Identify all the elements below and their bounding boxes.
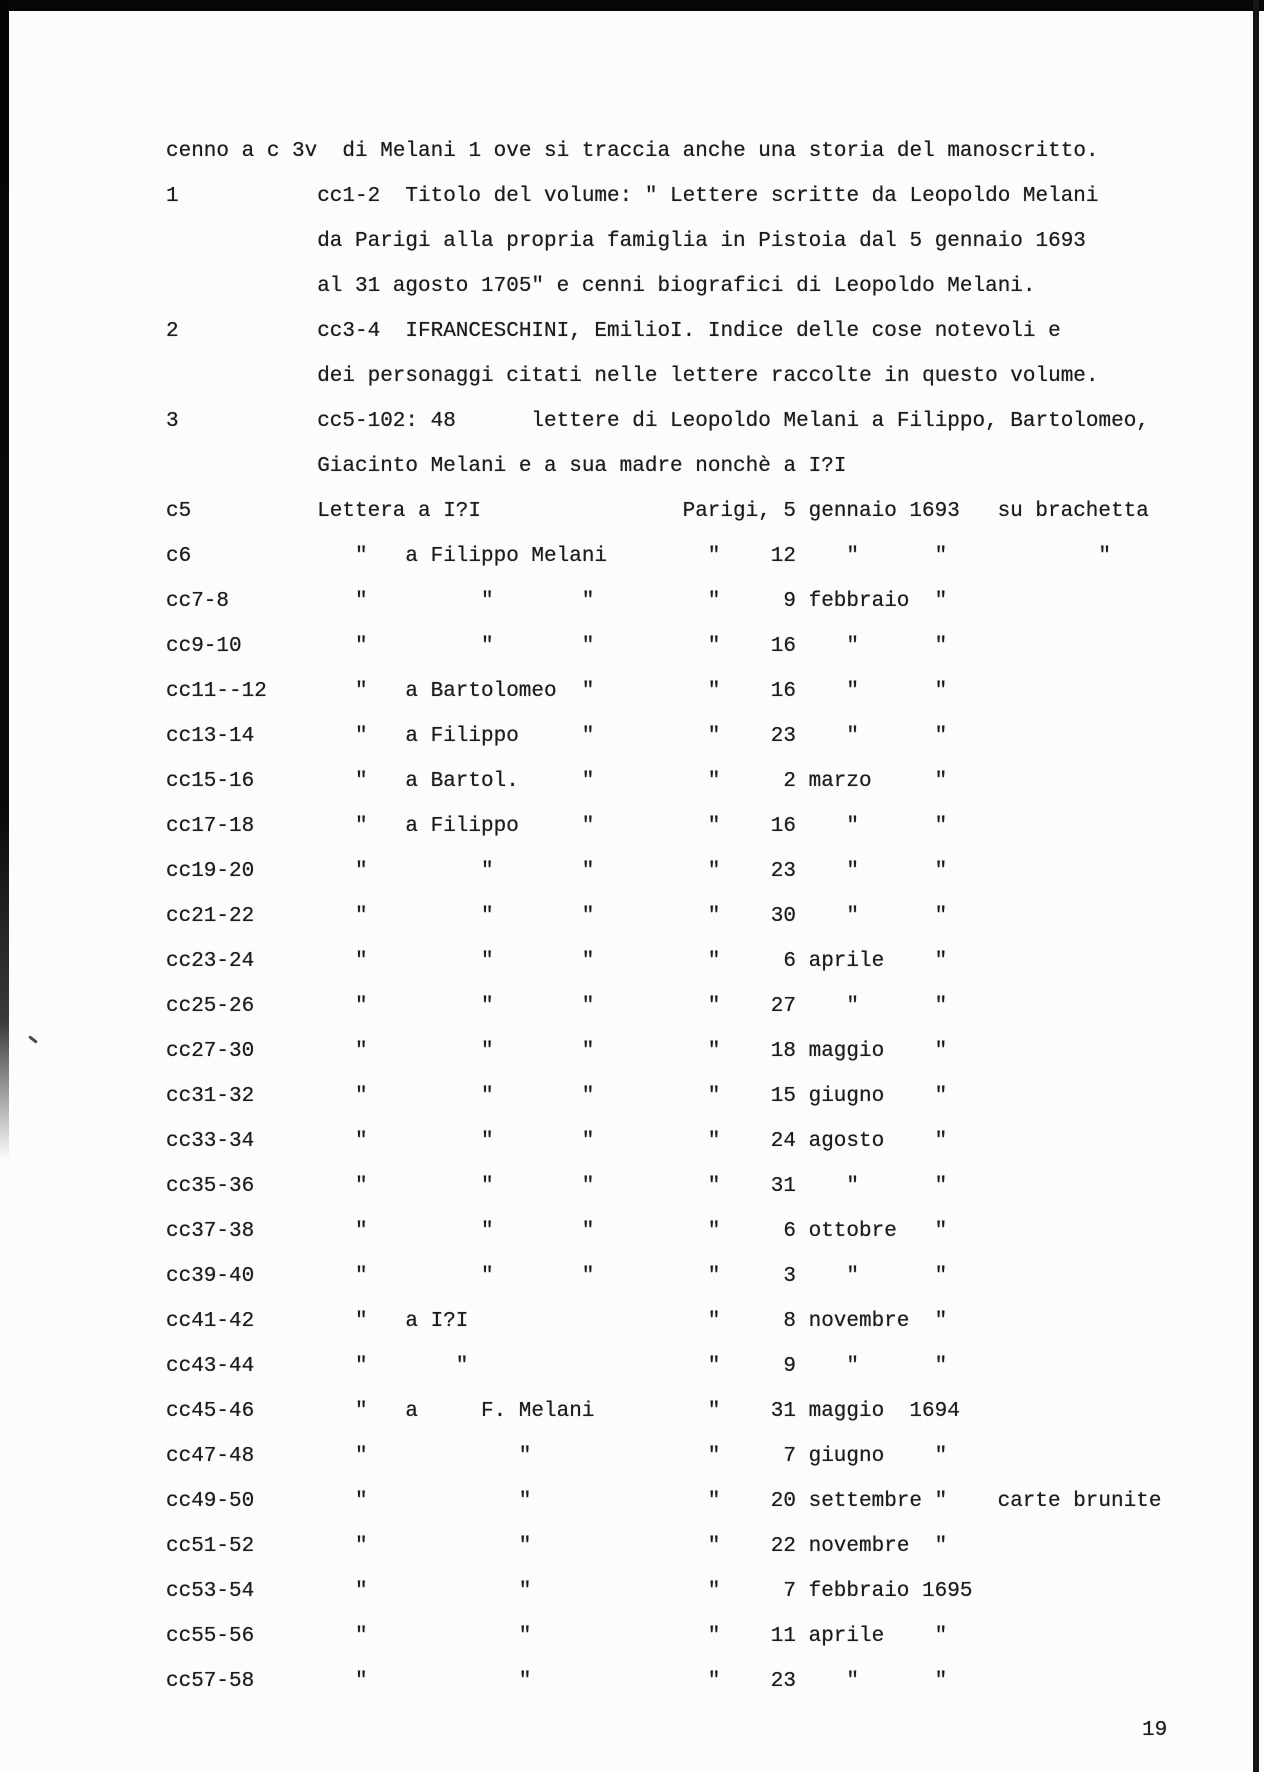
typescript-line-segment: " bbox=[846, 680, 859, 703]
typescript-line-segment: " bbox=[934, 1175, 948, 1198]
typescript-line-segment: " bbox=[481, 1265, 494, 1288]
typescript-line-segment: cc57-58 bbox=[166, 1670, 255, 1693]
typescript-line-segment: " bbox=[934, 1130, 948, 1153]
typescript-line-segment: " bbox=[481, 590, 494, 613]
typescript-line-segment: " bbox=[707, 545, 721, 568]
typescript-line-segment: a bbox=[405, 1400, 418, 1423]
typescript-line-segment: " bbox=[355, 680, 368, 703]
typescript-line-segment: cc9-10 bbox=[166, 635, 242, 658]
typescript-line-segment: " bbox=[934, 770, 948, 793]
typescript-line-segment: cc25-26 bbox=[166, 995, 255, 1018]
typescript-line-segment: " bbox=[481, 1040, 494, 1063]
typescript-line-segment: " bbox=[355, 1040, 368, 1063]
typescript-line-segment: " bbox=[355, 1490, 368, 1513]
typescript-line-segment: 31 maggio bbox=[770, 1400, 885, 1423]
typescript-line-segment: " bbox=[581, 590, 595, 613]
typescript-line-segment: " bbox=[355, 1265, 368, 1288]
typescript-line-segment: " bbox=[355, 725, 368, 748]
typescript-line-segment: " bbox=[581, 995, 595, 1018]
typescript-line-segment: " bbox=[355, 815, 368, 838]
typescript-line-segment: cc53-54 bbox=[166, 1580, 255, 1603]
typescript-line-segment: cc55-56 bbox=[166, 1625, 255, 1648]
typescript-line-segment: " bbox=[355, 770, 368, 793]
typescript-line-segment: " bbox=[707, 1130, 721, 1153]
typescript-line-segment: 24 agosto bbox=[770, 1130, 885, 1153]
typescript-line-segment: 16 bbox=[770, 635, 797, 658]
typescript-line-segment: 9 febbraio bbox=[783, 590, 910, 613]
typescript-line-segment: " bbox=[934, 1040, 948, 1063]
typescript-line-segment: 22 novembre bbox=[770, 1535, 910, 1558]
typescript-line-segment: 3 bbox=[783, 1265, 796, 1288]
typescript-line-segment: cc43-44 bbox=[166, 1355, 255, 1378]
typescript-line-segment: " bbox=[934, 1490, 948, 1513]
typescript-line-segment: " bbox=[707, 1625, 721, 1648]
typescript-line-segment: " bbox=[581, 1040, 595, 1063]
typescript-line-segment: " bbox=[934, 1445, 948, 1468]
typescript-line-segment: " bbox=[707, 1535, 721, 1558]
typescript-line-segment: " bbox=[707, 905, 721, 928]
typescript-line-segment: " bbox=[355, 1535, 368, 1558]
typescript-line-segment: 6 ottobre bbox=[783, 1220, 897, 1243]
typescript-line-segment: " bbox=[846, 1175, 859, 1198]
typescript-line-segment: " bbox=[846, 1265, 859, 1288]
typescript-line-segment: " bbox=[581, 815, 595, 838]
typescript-line-segment: 11 aprile bbox=[770, 1625, 885, 1648]
typescript-line-segment: " bbox=[934, 725, 948, 748]
typescript-line-segment: cc13-14 bbox=[166, 725, 255, 748]
typescript-line-segment: cc11--12 bbox=[166, 680, 267, 703]
typescript-line-segment: " bbox=[455, 1355, 469, 1378]
photocopy-edge-left bbox=[0, 0, 9, 1160]
typescript-line-segment: 16 bbox=[770, 680, 797, 703]
typescript-line-segment: " bbox=[934, 1670, 948, 1693]
typescript-line-segment: " bbox=[846, 860, 859, 883]
stray-ink-mark bbox=[28, 1035, 38, 1044]
typescript-line-segment: " bbox=[581, 635, 595, 658]
typescript-line-segment: " bbox=[846, 635, 859, 658]
typescript-line-segment: " bbox=[846, 905, 859, 928]
typescript-line-segment: cc3-4 IFRANCESCHINI, EmilioI. Indice delle cose notevoli e bbox=[317, 320, 1061, 343]
typescript-line-segment: c6 bbox=[166, 545, 192, 568]
typescript-line-segment: " bbox=[707, 1400, 721, 1423]
typescript-line-segment: cc15-16 bbox=[166, 770, 255, 793]
typescript-line-segment: " bbox=[518, 1490, 532, 1513]
typescript-line-segment: 15 giugno bbox=[770, 1085, 885, 1108]
typescript-line-segment: cc39-40 bbox=[166, 1265, 255, 1288]
typescript-line-segment: " bbox=[846, 815, 859, 838]
typescript-line-segment: " bbox=[707, 1310, 721, 1333]
typescript-line-segment: " bbox=[581, 770, 595, 793]
typescript-line-segment: Lettera a I?I bbox=[317, 500, 482, 523]
typescript-line-segment: " bbox=[481, 1220, 494, 1243]
typescript-line-segment: dei personaggi citati nelle lettere raccolte in questo volume. bbox=[317, 365, 1099, 388]
typescript-line-segment: " bbox=[355, 545, 368, 568]
typescript-line-segment: 18 maggio bbox=[770, 1040, 885, 1063]
typescript-line-segment: cc21-22 bbox=[166, 905, 255, 928]
typescript-line-segment: a Bartol. bbox=[405, 770, 519, 793]
typescript-line-segment: " bbox=[481, 905, 494, 928]
typescript-line-segment: " bbox=[707, 1445, 721, 1468]
typescript-line-segment: c5 bbox=[166, 500, 192, 523]
typescript-line-segment: a Bartolomeo bbox=[405, 680, 557, 703]
typescript-line-segment: cc23-24 bbox=[166, 950, 255, 973]
typescript-line-segment: 20 settembre bbox=[770, 1490, 923, 1513]
typescript-line-segment: " bbox=[707, 1670, 721, 1693]
typescript-line-segment: " bbox=[934, 815, 948, 838]
typescript-line-segment: " bbox=[934, 1310, 948, 1333]
typescript-line-segment: cc5-102: 48 lettere di Leopoldo Melani a Filippo, Bartolomeo, bbox=[317, 410, 1149, 433]
typescript-line-segment: " bbox=[355, 1085, 368, 1108]
typescript-line-segment: " bbox=[707, 680, 721, 703]
typescript-line-segment: " bbox=[581, 1265, 595, 1288]
typescript-line-segment: 1 bbox=[166, 185, 179, 208]
typescript-line-segment: 2 marzo bbox=[783, 770, 872, 793]
typescript-line-segment: " bbox=[481, 995, 494, 1018]
typescript-line-segment: 12 bbox=[770, 545, 797, 568]
typescript-line-segment: " bbox=[934, 545, 948, 568]
typescript-line-segment: " bbox=[481, 950, 494, 973]
typescript-line-segment: " bbox=[355, 950, 368, 973]
typescript-line-segment: " bbox=[1098, 545, 1111, 568]
typescript-line-segment: a I?I bbox=[405, 1310, 469, 1333]
typescript-line-segment: " bbox=[355, 635, 368, 658]
typescript-line-segment: F. Melani bbox=[481, 1400, 595, 1423]
typescript-line-segment: " bbox=[355, 860, 368, 883]
typescript-line-segment: " bbox=[481, 1130, 494, 1153]
typescript-line-segment: 2 bbox=[166, 320, 179, 343]
typescript-line-segment: " bbox=[481, 635, 494, 658]
typescript-line-segment: " bbox=[707, 1355, 721, 1378]
typescript-line-segment: " bbox=[518, 1535, 532, 1558]
typescript-line-segment: 31 bbox=[770, 1175, 797, 1198]
typescript-line-segment: a Filippo bbox=[405, 815, 519, 838]
typescript-line-segment: " bbox=[355, 905, 368, 928]
typescript-line-segment: cc19-20 bbox=[166, 860, 255, 883]
typescript-line-segment: 23 bbox=[770, 860, 797, 883]
typescript-line-segment: " bbox=[518, 1445, 532, 1468]
typescript-line-segment: " bbox=[934, 1625, 948, 1648]
typescript-line-segment: " bbox=[934, 635, 948, 658]
typescript-line-segment: a Filippo bbox=[405, 725, 519, 748]
typescript-line-segment: cc27-30 bbox=[166, 1040, 255, 1063]
typescript-line-segment: " bbox=[355, 1310, 368, 1333]
typescript-line-segment: " bbox=[846, 725, 859, 748]
typescript-line-segment: " bbox=[355, 995, 368, 1018]
typescript-line-segment: " bbox=[355, 1400, 368, 1423]
typescript-line-segment: " bbox=[581, 905, 595, 928]
typescript-line-segment: 7 febbraio 1695 bbox=[783, 1580, 973, 1603]
typescript-line-segment: 3 bbox=[166, 410, 179, 433]
typescript-line-segment: " bbox=[518, 1670, 532, 1693]
typescript-line-segment: " bbox=[581, 950, 595, 973]
typescript-line-segment: " bbox=[846, 995, 859, 1018]
typescript-line-segment: " bbox=[355, 1670, 368, 1693]
typescript-line-segment: " bbox=[707, 1040, 721, 1063]
typescript-line-segment: cc35-36 bbox=[166, 1175, 255, 1198]
typescript-line-segment: " bbox=[355, 1625, 368, 1648]
typescript-line-segment: 27 bbox=[770, 995, 797, 1018]
typescript-line-segment: " bbox=[846, 1355, 859, 1378]
page-number: 19 bbox=[1142, 1719, 1168, 1742]
typescript-line-segment: " bbox=[707, 1175, 721, 1198]
typescript-line-segment: " bbox=[355, 1220, 368, 1243]
typescript-line-segment: " bbox=[707, 635, 721, 658]
typescript-line-segment: " bbox=[934, 905, 948, 928]
typescript-line-segment: " bbox=[518, 1625, 532, 1648]
typescript-line-segment: " bbox=[934, 950, 948, 973]
typescript-line-segment: 1694 bbox=[909, 1400, 960, 1423]
typescript-line-segment: " bbox=[707, 1220, 721, 1243]
typescript-line-segment: cc51-52 bbox=[166, 1535, 255, 1558]
typescript-line-segment: " bbox=[707, 950, 721, 973]
typescript-line-segment: " bbox=[581, 680, 595, 703]
typescript-line-segment: " bbox=[581, 725, 595, 748]
typescript-line-segment: " bbox=[934, 1535, 948, 1558]
typescript-line-segment: " bbox=[846, 545, 859, 568]
typescript-line-segment: " bbox=[934, 1220, 948, 1243]
typescript-line-segment: " bbox=[707, 860, 721, 883]
typescript-line-segment: cc33-34 bbox=[166, 1130, 255, 1153]
typescript-line-segment: 9 bbox=[783, 1355, 796, 1378]
typescript-line-segment: " bbox=[707, 1265, 721, 1288]
typescript-line-segment: cc1-2 Titolo del volume: " Lettere scritte da Leopoldo Melani bbox=[317, 185, 1099, 208]
typescript-line-segment: cc17-18 bbox=[166, 815, 255, 838]
typescript-line-segment: 30 bbox=[770, 905, 797, 928]
typescript-line-segment: Giacinto Melani e a sua madre nonchè a I?I bbox=[317, 455, 847, 478]
typescript-line-segment: " bbox=[355, 590, 368, 613]
typescript-line-segment: cc7-8 bbox=[166, 590, 230, 613]
typescript-line-segment: " bbox=[934, 680, 948, 703]
typescript-line-segment: Parigi, 5 gennaio 1693 bbox=[682, 500, 960, 523]
typescript-line-segment: cc37-38 bbox=[166, 1220, 255, 1243]
typescript-line-segment: 23 bbox=[770, 725, 797, 748]
typescript-line-segment: " bbox=[581, 1175, 595, 1198]
typescript-line-segment: " bbox=[934, 1265, 948, 1288]
typescript-line-segment: " bbox=[707, 995, 721, 1018]
typescript-line-segment: 6 aprile bbox=[783, 950, 885, 973]
typescript-line-segment: " bbox=[846, 1670, 859, 1693]
typescript-line-segment: " bbox=[581, 1085, 595, 1108]
typescript-line-segment: " bbox=[707, 1580, 721, 1603]
typescript-line-segment: a Filippo Melani bbox=[405, 545, 608, 568]
typescript-line-segment: " bbox=[707, 815, 721, 838]
typescript-line-segment: " bbox=[481, 1085, 494, 1108]
typescript-line-segment: " bbox=[707, 770, 721, 793]
typescript-line-segment: " bbox=[934, 1085, 948, 1108]
typescript-line-segment: " bbox=[581, 860, 595, 883]
typescript-line-segment: cenno a c 3v di Melani 1 ove si traccia anche una storia del manoscritto. bbox=[166, 140, 1099, 163]
typescript-line-segment: carte brunite bbox=[997, 1490, 1162, 1513]
typescript-line-segment: " bbox=[518, 1580, 532, 1603]
typescript-line-segment: cc41-42 bbox=[166, 1310, 255, 1333]
typescript-line-segment: " bbox=[481, 860, 494, 883]
typescript-line-segment: al 31 agosto 1705" e cenni biografici di Leopoldo Melani. bbox=[317, 275, 1036, 298]
typescript-line-segment: " bbox=[355, 1130, 368, 1153]
typescript-line-segment: " bbox=[934, 1355, 948, 1378]
typescript-line-segment: cc47-48 bbox=[166, 1445, 255, 1468]
typescript-line-segment: cc31-32 bbox=[166, 1085, 255, 1108]
photocopy-edge-right bbox=[1253, 0, 1259, 1772]
typescript-line-segment: " bbox=[707, 1085, 721, 1108]
typescript-line-segment: da Parigi alla propria famiglia in Pistoia dal 5 gennaio 1693 bbox=[317, 230, 1086, 253]
typescript-line-segment: " bbox=[581, 1220, 595, 1243]
typescript-line-segment: 8 novembre bbox=[783, 1310, 910, 1333]
typescript-line-segment: " bbox=[934, 590, 948, 613]
typescript-line-segment: " bbox=[707, 725, 721, 748]
photocopy-edge-top bbox=[0, 0, 1264, 11]
typescript-line-segment: " bbox=[934, 860, 948, 883]
typescript-line-segment: 7 giugno bbox=[783, 1445, 885, 1468]
typescript-line-segment: " bbox=[355, 1580, 368, 1603]
typescript-line-segment: " bbox=[355, 1175, 368, 1198]
typescript-line-segment: " bbox=[707, 590, 721, 613]
typescript-line-segment: 16 bbox=[770, 815, 797, 838]
typescript-line-segment: cc49-50 bbox=[166, 1490, 255, 1513]
typescript-line-segment: " bbox=[355, 1355, 368, 1378]
typescript-line-segment: su brachetta bbox=[997, 500, 1149, 523]
typescript-line-segment: " bbox=[481, 1175, 494, 1198]
typescript-line-segment: " bbox=[581, 1130, 595, 1153]
typescript-line-segment: " bbox=[355, 1445, 368, 1468]
typescript-line-segment: 23 bbox=[770, 1670, 797, 1693]
typescript-line-segment: " bbox=[707, 1490, 721, 1513]
typescript-line-segment: cc45-46 bbox=[166, 1400, 255, 1423]
typescript-line-segment: " bbox=[934, 995, 948, 1018]
